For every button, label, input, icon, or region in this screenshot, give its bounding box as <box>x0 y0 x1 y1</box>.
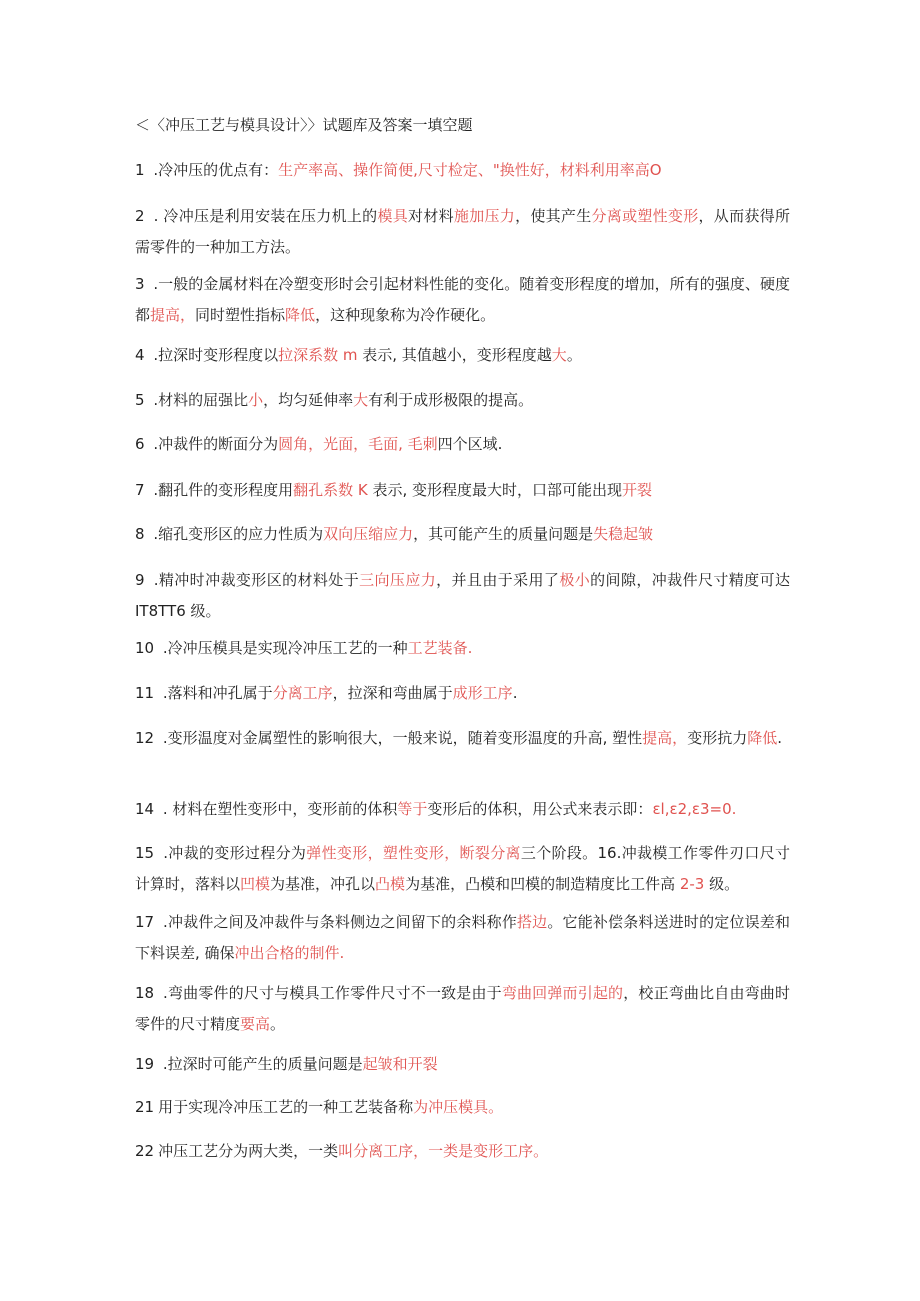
answer-text: 分离工序 <box>272 684 333 702</box>
answer-text: 2-3 <box>679 875 705 893</box>
answer-text: 要高 <box>240 1015 271 1033</box>
answer-text: 弯曲回弹而引起的 <box>501 984 624 1002</box>
question-number: 18 <box>135 984 155 1002</box>
answer-text: 搭边 <box>517 913 548 931</box>
answer-text: 开裂 <box>622 481 653 499</box>
question-8 <box>135 519 790 550</box>
question-number: 19 <box>135 1055 155 1073</box>
answer-text: 降低 <box>285 306 316 324</box>
question-number: 5 <box>135 391 145 409</box>
answer-text: 起皱和开裂 <box>362 1055 438 1073</box>
question-text: 的间隙，冲裁件尺寸精度可达IT8TT6 级。 <box>135 571 790 620</box>
question-5 <box>135 385 790 416</box>
question-text: 同时塑性指标 <box>195 306 286 324</box>
answer-text: 为冲压模具。 <box>413 1098 504 1116</box>
question-text: . <box>777 729 782 747</box>
question-number: 21 <box>135 1098 155 1116</box>
question-number: 1 <box>135 161 145 179</box>
question-number: 22 <box>135 1142 155 1160</box>
question-number: 6 <box>135 435 145 453</box>
question-number: 14 <box>135 800 155 818</box>
question-number: 17 <box>135 913 155 931</box>
answer-text: 凸模 <box>375 875 406 893</box>
question-number: 10 <box>135 639 155 657</box>
question-10 <box>135 633 790 664</box>
question-text: .冲裁件的断面分为 <box>148 435 279 453</box>
question-text: 级。 <box>704 875 740 893</box>
question-text: . <box>512 684 518 702</box>
answer-text: 失稳起皱 <box>593 525 654 543</box>
answer-text: 生产率高、操作简便,尺寸检定、"换性好，材料利用率高O <box>278 161 662 179</box>
question-text: 。它能补偿条料送进时的定位误差和下料误差, 确保 <box>135 913 790 962</box>
question-22 <box>135 1136 790 1167</box>
answer-text: 三向压应力 <box>359 571 437 589</box>
answer-text: 等于 <box>397 800 428 818</box>
question-text: 变形抗力 <box>687 729 748 747</box>
question-text: .变形温度对金属塑性的影响很大，一般来说，随着变形温度的升高, 塑性 <box>158 729 643 747</box>
question-11 <box>135 678 790 709</box>
answer-text: 分离或塑性变形 <box>591 207 699 225</box>
question-18 <box>135 978 790 1040</box>
answer-text: 极小 <box>559 571 591 589</box>
question-text: . 材料在塑性变形中，变形前的体积 <box>158 800 398 818</box>
answer-text: εl,ε2,ε3=0. <box>652 800 737 818</box>
question-text: ，校正弯曲比自由弯曲时零件的尺寸精度 <box>135 984 790 1033</box>
question-number: 4 <box>135 346 145 364</box>
question-15 <box>135 838 790 900</box>
question-number: 11 <box>135 684 155 702</box>
question-1 <box>135 155 790 186</box>
answer-text: 翻孔系数 K <box>293 481 368 499</box>
answer-text: 大 <box>353 391 369 409</box>
question-text: 变形后的体积，用公式来表示即： <box>427 800 653 818</box>
answer-text: 大 <box>551 346 567 364</box>
question-text: 对材料 <box>408 207 454 225</box>
question-2 <box>135 201 790 263</box>
question-text: .冲裁件之间及冲裁件与条料侧边之间留下的余料称作 <box>158 913 517 931</box>
question-text: .冷冲压的优点有： <box>148 161 279 179</box>
question-3 <box>135 269 790 331</box>
answer-text: 成形工序 <box>452 684 513 702</box>
question-text: .一般的金属材料在冷塑变形时会引起材料性能的变化。随着变形程度的增加，所有的强度、硬度都 <box>135 275 790 324</box>
question-19 <box>135 1049 790 1080</box>
answer-text: 施加压力 <box>453 207 516 225</box>
question-text: 。 <box>566 346 582 364</box>
question-text: ，均匀延伸率 <box>263 391 354 409</box>
answer-text: 拉深系数 m <box>278 346 358 364</box>
question-text: .拉深时可能产生的质量问题是 <box>158 1055 363 1073</box>
answer-text: 凹模 <box>240 875 271 893</box>
answer-text: 叫分离工序，一类是变形工序。 <box>338 1142 549 1160</box>
answer-text: 降低 <box>747 729 778 747</box>
question-text: ，使其产生 <box>515 207 592 225</box>
question-number: 3 <box>135 275 145 293</box>
question-number: 7 <box>135 481 145 499</box>
question-text: 用于实现冷冲压工艺的一种工艺装备称 <box>158 1098 414 1116</box>
question-text: ，这种现象称为冷作硬化。 <box>315 306 496 324</box>
question-21 <box>135 1092 790 1123</box>
answer-text: 工艺装备. <box>407 639 473 657</box>
question-text: 四个区域. <box>437 435 503 453</box>
question-number: 8 <box>135 525 145 543</box>
question-text: 三个阶段。16.冲裁模工作零件刃口尺寸计算时，落料以 <box>135 844 790 893</box>
question-text: ，并且由于采用了 <box>436 571 560 589</box>
question-number: 9 <box>135 571 145 589</box>
question-text: ，其可能产生的质量问题是 <box>413 525 594 543</box>
question-text: . 冷冲压是利用安装在压力机上的 <box>148 207 378 225</box>
question-text: .材料的屈强比 <box>148 391 249 409</box>
question-text: .冷冲压模具是实现冷冲压工艺的一种 <box>158 639 408 657</box>
question-text: .拉深时变形程度以 <box>148 346 279 364</box>
question-text: .弯曲零件的尺寸与模具工作零件尺寸不一致是由于 <box>158 984 502 1002</box>
answer-text: 圆角，光面，毛面, 毛刺 <box>278 435 438 453</box>
question-text: .落料和冲孔属于 <box>158 684 273 702</box>
question-number: 2 <box>135 207 145 225</box>
question-text: 表示, 其值越小，变形程度越 <box>357 346 552 364</box>
question-text: 冲压工艺分为两大类，一类 <box>158 1142 339 1160</box>
question-number: 12 <box>135 729 155 747</box>
question-text: 表示, 变形程度最大时，口部可能出现 <box>367 481 623 499</box>
question-text: 为基准，冲孔以 <box>270 875 376 893</box>
question-text: 有利于成形极限的提高。 <box>368 391 534 409</box>
question-7 <box>135 475 790 506</box>
question-text: 为基准，凸模和凹模的制造精度比工件高 <box>405 875 680 893</box>
answer-text: 冲出合格的制件. <box>234 944 345 962</box>
question-12 <box>135 723 790 754</box>
question-text: ，拉深和弯曲属于 <box>332 684 453 702</box>
question-text: 。 <box>270 1015 286 1033</box>
question-text: .翻孔件的变形程度用 <box>148 481 294 499</box>
answer-text: 双向压缩应力 <box>323 525 414 543</box>
question-number: 15 <box>135 844 155 862</box>
question-17 <box>135 907 790 969</box>
answer-text: 弹性变形，塑性变形，断裂分离 <box>306 844 521 862</box>
answer-text: 提高， <box>150 306 196 324</box>
question-text: .缩孔变形区的应力性质为 <box>148 525 324 543</box>
question-6 <box>135 429 790 460</box>
question-text: ，从而获得所需零件的一种加工方法。 <box>135 207 790 256</box>
question-14 <box>135 794 790 825</box>
question-4 <box>135 340 790 371</box>
answer-text: 小 <box>248 391 264 409</box>
question-text: .精冲时冲裁变形区的材料处于 <box>148 571 360 589</box>
question-text: .冲裁的变形过程分为 <box>158 844 307 862</box>
answer-text: 模具 <box>377 207 409 225</box>
question-9 <box>135 565 790 627</box>
document-title: ＜〈冲压工艺与模具设计〉〉试题库及答案一填空题 <box>135 116 473 134</box>
answer-text: 提高， <box>642 729 688 747</box>
